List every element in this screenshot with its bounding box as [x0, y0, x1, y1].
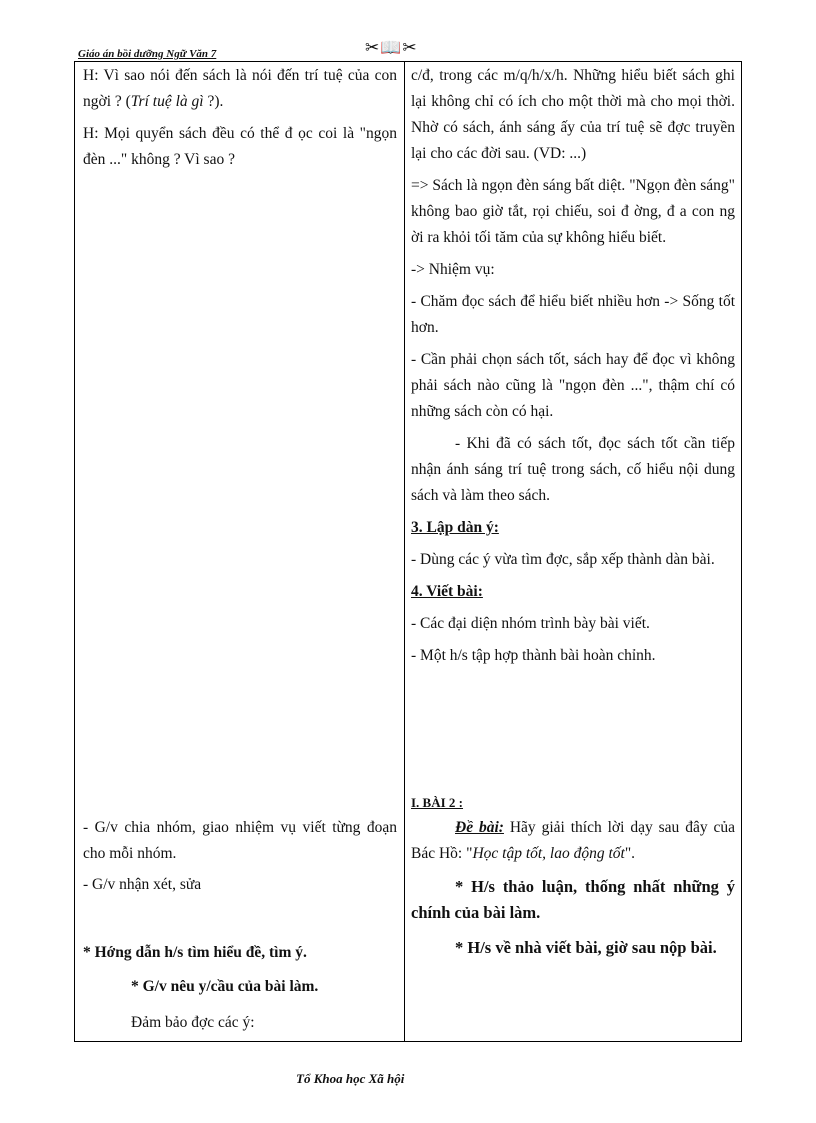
exercise-2-prompt: [411, 815, 735, 867]
lesson-table: [74, 61, 742, 1042]
paragraph-4: - Chăm đọc sách để hiểu biết nhiều hơn -> Sống tốt hơn.: [411, 293, 735, 336]
paragraph-3: -> Nhiệm vụ:: [411, 261, 495, 278]
teacher-group-task: - G/v chia nhóm, giao nhiệm vụ viết từng đoạn cho mỗi nhóm.: [83, 819, 397, 862]
paragraph-1: c/đ, trong các m/q/h/x/h. Những hiểu biết sách ghi lại không chỉ có ích cho một thời mà cho mọi thời. Nhờ có sách, ánh sáng ấy của trí tuệ sẽ đợc truyền lại cho các đời sau. (VD: ...): [411, 67, 735, 162]
question-2: H: Mọi quyển sách đều có thể đ ọc coi là "ngọn đèn ..." không ? Vì sao ?: [83, 125, 397, 168]
heading-3: 3. Lập dàn ý:: [411, 519, 499, 536]
guide-heading: * Hớng dẫn h/s tìm hiểu đề, tìm ý.: [83, 944, 307, 961]
question-1: [83, 63, 397, 115]
book-ornament-icon: ✂📖✂: [365, 38, 418, 58]
prompt-end: ".: [624, 845, 636, 862]
question-1-end: ?).: [203, 93, 224, 110]
prompt-text: Hãy giải thích lời dạy sau đây của Bác Hồ: ": [411, 819, 735, 862]
exercise-2-heading: I. BÀI 2 :: [411, 795, 464, 810]
question-1-text: H: Vì sao nói đến sách là nói đến trí tuệ của con ngời ? (: [83, 67, 397, 110]
paragraph-9: - Một h/s tập hợp thành bài hoàn chỉnh.: [411, 647, 656, 664]
page-footer: Tổ Khoa học Xã hội: [296, 1071, 405, 1086]
discussion-instruction: * H/s thảo luận, thống nhất những ý chính của bài làm.: [411, 877, 735, 922]
teacher-activities-column: [83, 62, 397, 1031]
prompt-label: Đề bài:: [455, 819, 504, 836]
requirement-heading: * G/v nêu y/cầu của bài làm.: [131, 978, 319, 995]
header-title: Giáo án bồi dưỡng Ngữ Văn 7: [78, 48, 217, 60]
paragraph-6: - Khi đã có sách tốt, đọc sách tốt cần tiếp nhận ánh sáng trí tuệ trong sách, cố hiểu nội dung sách và làm theo sách.: [411, 435, 735, 504]
paragraph-7: - Dùng các ý vừa tìm đợc, sắp xếp thành dàn bài.: [411, 551, 715, 568]
heading-4: 4. Viết bài:: [411, 583, 483, 600]
teacher-review: - G/v nhận xét, sửa: [83, 876, 202, 893]
paragraph-5: - Cần phải chọn sách tốt, sách hay để đọc vì không phải sách nào cũng là "ngọn đèn ...", thậm chí có những sách còn có hại.: [411, 351, 735, 420]
ensure-line: Đảm bảo đợc các ý:: [131, 1014, 255, 1031]
question-1-italic: Trí tuệ là gì: [130, 93, 204, 110]
paragraph-8: - Các đại diện nhóm trình bày bài viết.: [411, 615, 650, 632]
content-column: [411, 62, 735, 957]
column-divider: [404, 62, 405, 1041]
prompt-quote: Học tập tốt, lao động tốt: [472, 845, 625, 862]
paragraph-2: => Sách là ngọn đèn sáng bất diệt. "Ngọn đèn sáng" không bao giờ tắt, rọi chiếu, soi đ ờng, đ a con ng ời ra khỏi tối tăm của sự không hiểu biết.: [411, 177, 735, 246]
homework-instruction: * H/s về nhà viết bài, giờ sau nộp bài.: [455, 938, 717, 957]
